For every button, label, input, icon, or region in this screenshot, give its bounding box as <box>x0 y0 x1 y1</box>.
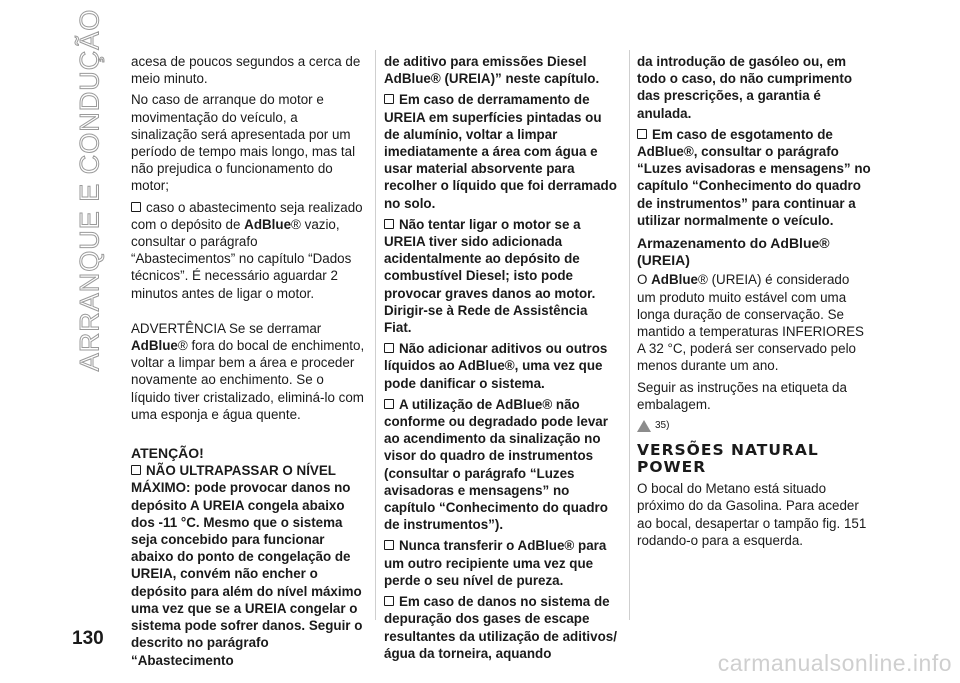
section-heading-storage: Armazenamento do AdBlue® (UREIA) <box>637 235 830 269</box>
checkbox-bullet-icon <box>131 202 141 212</box>
warning-continuation: da introdução de gasóleo ou, em todo o caso, do não cumprimento das prescrições, a garantia é anulada. <box>637 54 853 121</box>
checkbox-bullet-icon <box>384 399 394 409</box>
checkbox-bullet-icon <box>384 540 394 550</box>
checkbox-bullet-icon <box>131 465 141 475</box>
paragraph: O AdBlue® (UREIA) é considerado um produto muito estável com uma longa duração de conservação. Se mantido a temperaturas INFERIORES A 32 °C, poderá ser conservado pelo menos durante um ano. <box>637 272 864 374</box>
checkbox-bullet-icon <box>384 94 394 104</box>
checkbox-bullet-icon <box>384 596 394 606</box>
warning-item: NÃO ULTRAPASSAR O NÍVEL MÁXIMO: pode provocar danos no depósito A UREIA congela abaixo dos -11 °C. Mesmo que o sistema seja concebido para funcionar abaixo do ponto de congelação de UREIA, convém não encher o depósito para além do nível máximo uma vez que se a UREIA congelar o sistema pode sofrer danos. Seguir o descrito no parágrafo “Abastecimento <box>131 463 363 668</box>
attention-heading: ATENÇÃO! <box>131 445 204 462</box>
warning-item: Não tentar ligar o motor se a UREIA tiver sido adicionada acidentalmente ao depósito de combustível Diesel; isto pode provocar graves danos ao motor. Dirigir-se à Rede de Assistência Fiat. <box>384 216 596 336</box>
column-divider <box>629 50 630 620</box>
section-heading-natural-power: VERSÕES NATURAL POWER <box>637 441 819 477</box>
warning-continuation: de aditivo para emissões Diesel AdBlue® (UREIA)” neste capítulo. <box>384 54 600 87</box>
paragraph: acesa de poucos segundos a cerca de meio minuto. <box>131 54 361 87</box>
chapter-side-title <box>56 8 124 372</box>
warning-item: Em caso de esgotamento de AdBlue®, consultar o parágrafo “Luzes avisadoras e mensagens” no capítulo “Conhecimento do quadro de instrumentos” para continuar a utilizar normalmente o veículo. <box>637 126 871 228</box>
warning-item: A utilização de AdBlue® não conforme ou degradado pode levar ao acendimento da sinalização no visor do quadro de instrumentos (consultar o parágrafo “Luzes avisadoras e mensagens” no capítulo “Conhecimento do quadro de instrumentos”). <box>384 396 608 533</box>
paragraph: Seguir as instruções na etiqueta da embalagem. <box>637 379 847 412</box>
warning-item: Em caso de danos no sistema de depuração dos gases de escape resultantes da utilização de aditivos/água da torneira, aquando <box>384 594 617 661</box>
text-column-3 <box>637 53 871 553</box>
paragraph: No caso de arranque do motor e movimentação do veículo, a sinalização será apresentada por um período de tempo mais longo, mas tal não prejudica o funcionamento do motor; <box>131 92 356 194</box>
watermark: carmanualsonline.info <box>717 650 952 676</box>
checkbox-bullet-icon <box>384 219 394 229</box>
warning-reference: 35) <box>637 417 871 434</box>
page-number: 130 <box>72 628 104 649</box>
paragraph: O bocal do Metano está situado próximo do da Gasolina. Para aceder ao bocal, desapertar o tampão fig. 151 rodando-o para a esquerda. <box>637 481 867 548</box>
checkbox-bullet-icon <box>384 343 394 353</box>
chapter-title-text: ARRANQUE E CONDUÇÃO <box>74 8 105 372</box>
column-divider <box>375 50 376 620</box>
checkbox-bullet-icon <box>637 129 647 139</box>
advertencia-paragraph: ADVERTÊNCIA Se se derramar AdBlue® fora do bocal de enchimento, voltar a limpar bem a área e proceder novamente ao enchimento. Se o líquido tiver cristalizado, eliminá-lo com uma esponja e água quente. <box>131 320 365 422</box>
warning-triangle-icon <box>637 420 651 432</box>
warning-item: Nunca transferir o AdBlue® para um outro recipiente uma vez que perde o seu nível de pureza. <box>384 538 607 588</box>
warning-item: Em caso de derramamento de UREIA em superfícies pintadas ou de alumínio, voltar a limpar imediatamente a área com água e usar material absorvente para recolher o líquido que foi derramado no solo. <box>384 92 617 211</box>
text-column-1 <box>131 53 365 673</box>
bullet-paragraph: caso o abastecimento seja realizado com o depósito de AdBlue® vazio, consultar o parágrafo “Abastecimentos” no capítulo “Dados técnicos”. É necessário aguardar 2 minutos antes de ligar o motor. <box>131 199 363 301</box>
text-column-2 <box>384 53 618 666</box>
warning-item: Não adicionar aditivos ou outros líquidos ao AdBlue®, uma vez que pode danificar o sistema. <box>384 341 608 391</box>
